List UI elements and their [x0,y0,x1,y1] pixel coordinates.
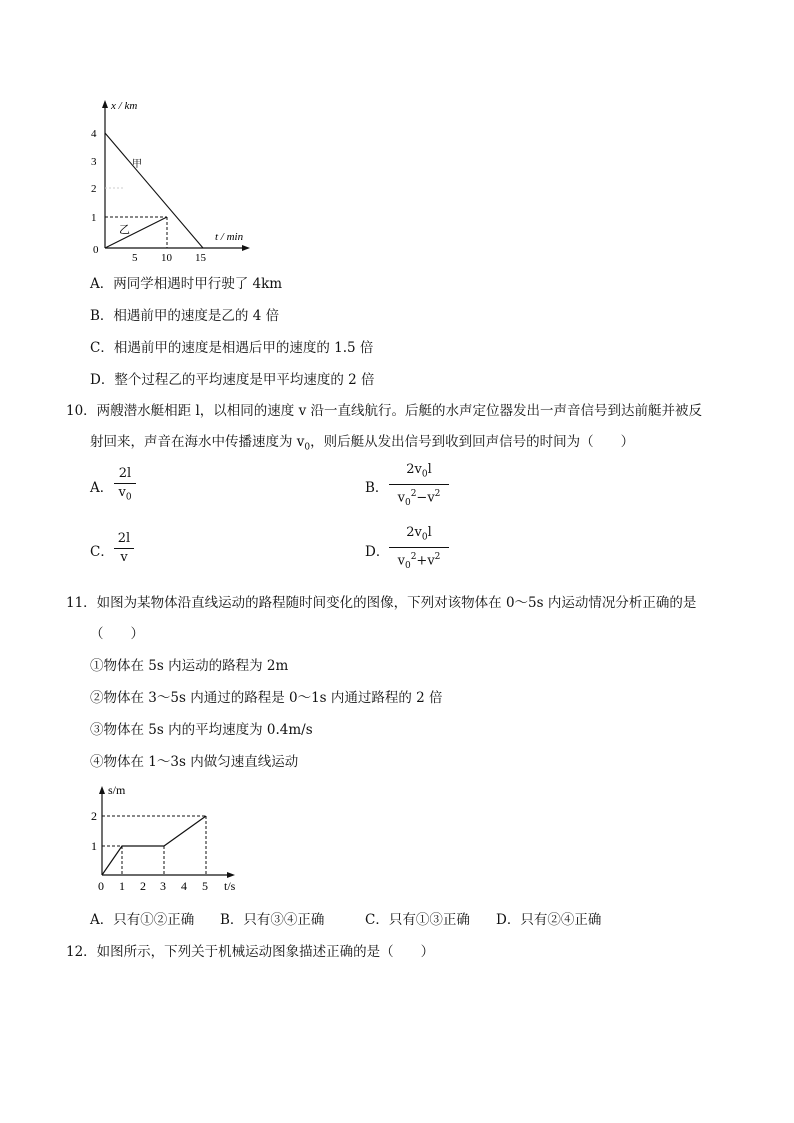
graph1-y-tick-3: 3 [91,156,97,168]
q11-option-d: D．只有②④正确 [496,912,602,928]
q10-b-den-v: v [397,489,405,505]
q11-statement-2: ②物体在 3～5s 内通过的路程是 0～1s 内通过路程的 2 倍 [90,690,443,706]
graph1-line-a-label: 甲 [132,159,142,170]
graph2-x-tick-5: 5 [202,879,208,893]
graph1-y-tick-4: 4 [91,128,97,140]
graph2-x-arrow [227,872,235,878]
q10-stem-line2-end: ，则后艇从发出信号到收到回声信号的时间为（ ） [310,434,635,450]
graph2-y-tick-2: 2 [91,809,97,823]
q10-d-den-mid: +v [416,552,435,568]
graph1-x-arrow [242,245,250,251]
q10-b-denominator [389,486,449,511]
q10-b-num-v: 2v [406,462,422,477]
q11-stem-line2: （ ） [90,626,144,642]
distance-time-graph-2 [88,778,248,896]
q12-stem-line1: 12．如图所示，下列关于机械运动图象描述正确的是（ ） [66,944,435,960]
q10-d-den-sub: 0 [404,560,411,571]
q10-stem-line2-text: 射回来，声音在海水中传播速度为 v [90,434,305,450]
graph2-y-tick-1: 1 [91,839,97,853]
q10-a-den-v: v [118,485,126,500]
graph2-x-tick-2: 2 [140,879,146,893]
graph1-y-tick-1: 1 [91,212,97,224]
q11-stem-line1: 11．如图为某物体沿直线运动的路程随时间变化的图像，下列对该物体在 0～5s 内运动情况分析正确的是 [66,595,697,611]
q10-d-den-sup2: 2 [434,551,441,562]
q9-option-b: B．相遇前甲的速度是乙的 4 倍 [90,308,280,324]
graph1-y-arrow [102,100,108,108]
q10-option-a-fraction [114,466,136,506]
q10-option-a-label: A． [90,480,114,496]
q10-stem-line1: 10．两艘潜水艇相距 l，以相同的速度 v 沿一直线航行。后艇的水声定位器发出一声音信号到达前艇并被反 [66,403,702,419]
q10-d-num-sub: 0 [421,532,428,543]
q10-stem-line2 [90,430,634,453]
graph2-y-label: s/m [108,783,126,797]
q10-d-den-v: v [397,552,405,568]
q10-d-num-v: 2v [406,525,422,540]
q11-statement-4: ④物体在 1～3s 内做匀速直线运动 [90,754,299,770]
q10-b-den-sup: 2 [410,488,417,499]
q9-option-a: A．两同学相遇时甲行驶了 4km [90,276,283,292]
q10-option-b-label: B． [365,480,389,496]
graph2-x-tick-4: 4 [181,879,187,893]
graph2-x-tick-0: 0 [98,879,104,893]
graph1-x-tick-5: 5 [132,252,138,264]
q10-c-numerator: 2l [117,531,131,546]
q9-option-d: D．整个过程乙的平均速度是甲平均速度的 2 倍 [90,372,375,388]
q11-statement-1: ①物体在 5s 内运动的路程为 2m [90,658,289,674]
graph2-x-label: t/s [224,879,236,893]
graph2-x-tick-3: 3 [160,879,166,893]
graph1-y-tick-2: 2 [91,183,97,195]
graph1-line-b-label: 乙 [119,224,130,236]
q10-option-d-fraction [389,525,449,574]
q10-option-c-label: C． [90,544,114,560]
q10-option-d-label: D． [365,544,390,560]
distance-time-graph-1 [85,95,260,265]
q10-d-denominator [389,549,449,574]
q10-a-numerator: 2l [118,466,132,481]
q11-statement-3: ③物体在 5s 内的平均速度为 0.4m/s [90,722,313,738]
q10-c-denominator: v [120,550,128,565]
q11-option-b: B．只有③④正确 [220,912,325,928]
q11-option-c: C．只有①③正确 [365,912,470,928]
q10-a-denominator [114,485,136,506]
graph1-line-b [105,217,167,248]
q10-b-den-mid: −v [416,489,435,505]
graph2-x-tick-1: 1 [119,879,125,893]
q10-a-den-sub: 0 [125,492,132,503]
q10-d-num-l: l [427,525,432,540]
graph1-x-tick-10: 10 [161,252,172,264]
q11-option-a: A．只有①②正确 [90,912,195,928]
q10-b-den-sup2: 2 [434,488,441,499]
q10-option-b-fraction [389,462,449,511]
graph2-y-arrow [99,786,105,794]
q10-b-numerator [389,462,449,483]
graph1-x-tick-15: 15 [195,252,206,264]
q10-stem-line2-sub: 0 [304,442,311,453]
graph1-x-label: t / min [215,231,244,243]
graph1-y-label: x / km [111,100,138,112]
q10-d-numerator [389,525,449,546]
q10-b-num-sub: 0 [421,469,428,480]
graph1-y-tick-0: 0 [93,244,99,256]
q10-option-c-fraction [114,531,134,566]
q10-d-den-sup: 2 [410,551,417,562]
q10-b-den-sub: 0 [404,497,411,508]
q10-b-num-l: l [427,462,432,477]
q9-option-c: C．相遇前甲的速度是相遇后甲的速度的 1.5 倍 [90,340,374,356]
